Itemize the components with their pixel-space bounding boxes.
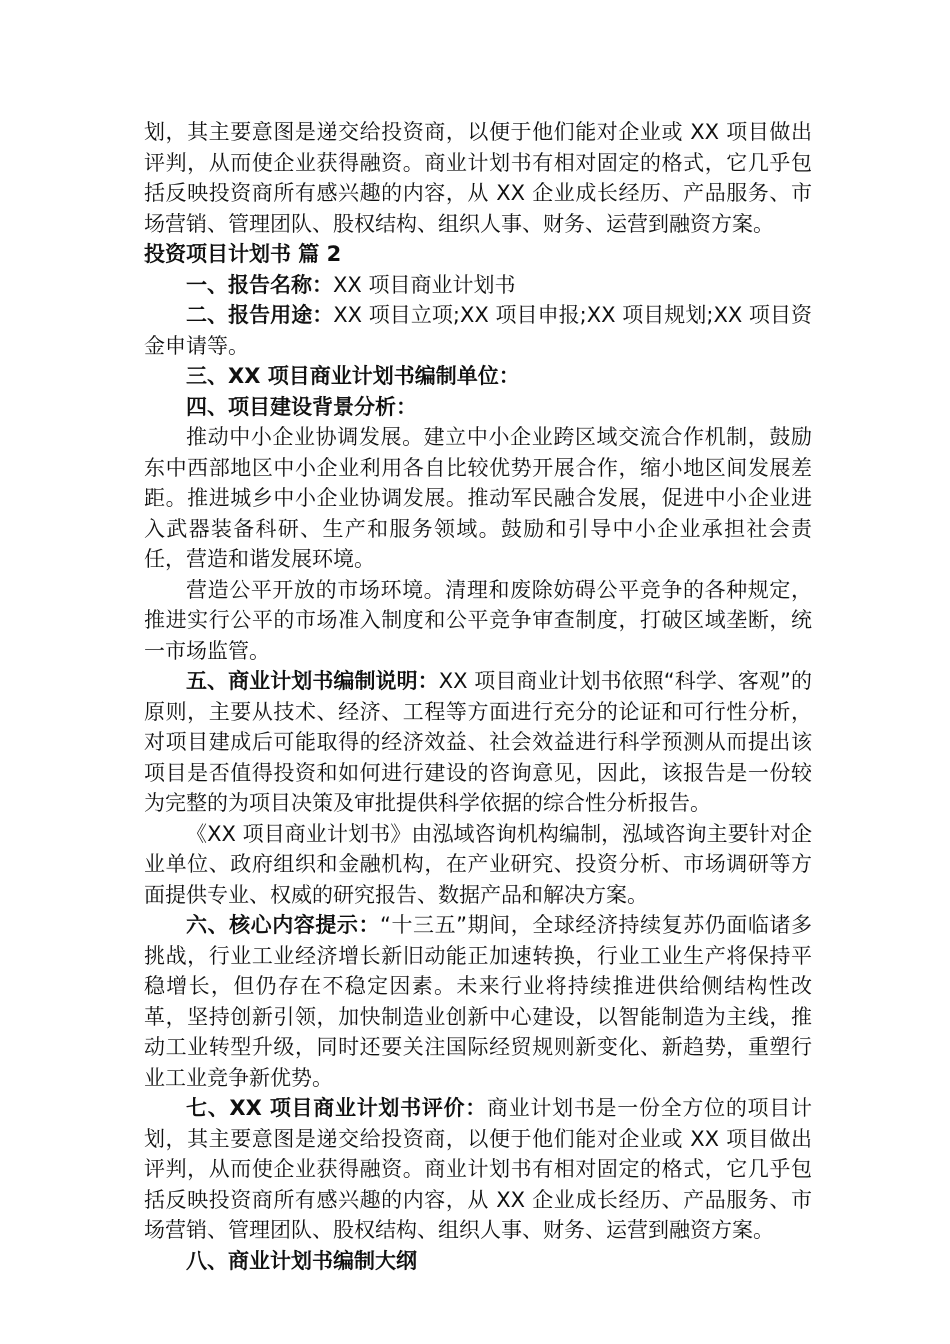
compiling-notes-paragraph-2: 《XX 项目商业计划书》由泓域咨询机构编制，泓域咨询主要针对企业单位、政府组织和金融机构，在产业研究、投资分析、市场调研等方面提供专业、权威的研究报告、数据产品和解决方案。 — [144, 821, 812, 907]
item-text: XX 项目商业计划书 — [333, 272, 516, 297]
item-compiling-notes — [144, 666, 812, 819]
item-text: 商业计划书是一份全方位的项目计划，其主要意图是递交给投资商，以便于他们能对企业或 XX 项目做出评判，从而使企业获得融资。商业计划书有相对固定的格式，它几乎包括反映投资商所有感兴趣的内容，从 XX 企业成长经历、产品服务、市场营销、管理团队、股权结构、组织人事、财务、运营到融资方案。 — [144, 1096, 812, 1242]
item-label: 七、XX 项目商业计划书评价： — [186, 1096, 487, 1120]
continued-paragraph: 划，其主要意图是递交给投资商，以便于他们能对企业或 XX 项目做出评判，从而使企业获得融资。商业计划书有相对固定的格式，它几乎包括反映投资商所有感兴趣的内容，从 XX 企业成长经历、产品服务、市场营销、管理团队、股权结构、组织人事、财务、运营到融资方案。 — [144, 120, 812, 236]
background-paragraph-2: 营造公平开放的市场环境。清理和废除妨碍公平竞争的各种规定，推进实行公平的市场准入制度和公平竞争审查制度，打破区域垄断，统一市场监管。 — [144, 577, 812, 663]
item-compiling-unit: 三、XX 项目商业计划书编制单位： — [186, 364, 520, 388]
item-text: XX 项目商业计划书依照“科学、客观”的原则，主要从技术、经济、工程等方面进行充分的论证和可行性分析，对项目建成后可能取得的经济效益、社会效益进行科学预测从而提出该项目是否值得投资和如何进行建设的咨询意见，因此，该报告是一份较为完整的为项目决策及审批提供科学依据的综合性分析报告。 — [144, 669, 812, 815]
item-report-name — [144, 270, 812, 301]
item-background-heading: 四、项目建设背景分析： — [186, 394, 417, 419]
item-label: 六、核心内容提示： — [186, 913, 381, 937]
item-text: XX 项目立项;XX 项目申报;XX 项目规划;XX 项目资金申请等。 — [144, 303, 813, 358]
background-paragraph-1: 推动中小企业协调发展。建立中小企业跨区域交流合作机制，鼓励东中西部地区中小企业利用各自比较优势开展合作，缩小地区间发展差距。推进城乡中小企业协调发展。推动军民融合发展，促进中小企业进入武器装备科研、生产和服务领域。鼓励和引导中小企业承担社会责任，营造和谐发展环境。 — [144, 425, 812, 571]
item-report-usage — [144, 300, 812, 361]
item-label: 五、商业计划书编制说明： — [186, 669, 439, 693]
item-label: 一、报告名称： — [186, 272, 333, 297]
section-heading: 投资项目计划书 篇 2 — [144, 242, 342, 266]
item-label: 二、报告用途： — [186, 303, 334, 327]
item-outline-heading: 八、商业计划书编制大纲 — [186, 1248, 417, 1273]
document-body — [144, 117, 812, 1276]
item-text: “十三五”期间，全球经济持续复苏仍面临诸多挑战，行业工业经济增长新旧动能正加速转换，行业工业生产将保持平稳增长，但仍存在不稳定因素。未来行业将持续推进供给侧结构性改革，坚持创新引领，加快制造业创新中心建设，以智能制造为主线，推动工业转型升级，同时还要关注国际经贸规则新变化、新趋势，重塑行业工业竞争新优势。 — [144, 913, 813, 1090]
item-core-content — [144, 910, 812, 1093]
item-evaluation — [144, 1093, 812, 1246]
